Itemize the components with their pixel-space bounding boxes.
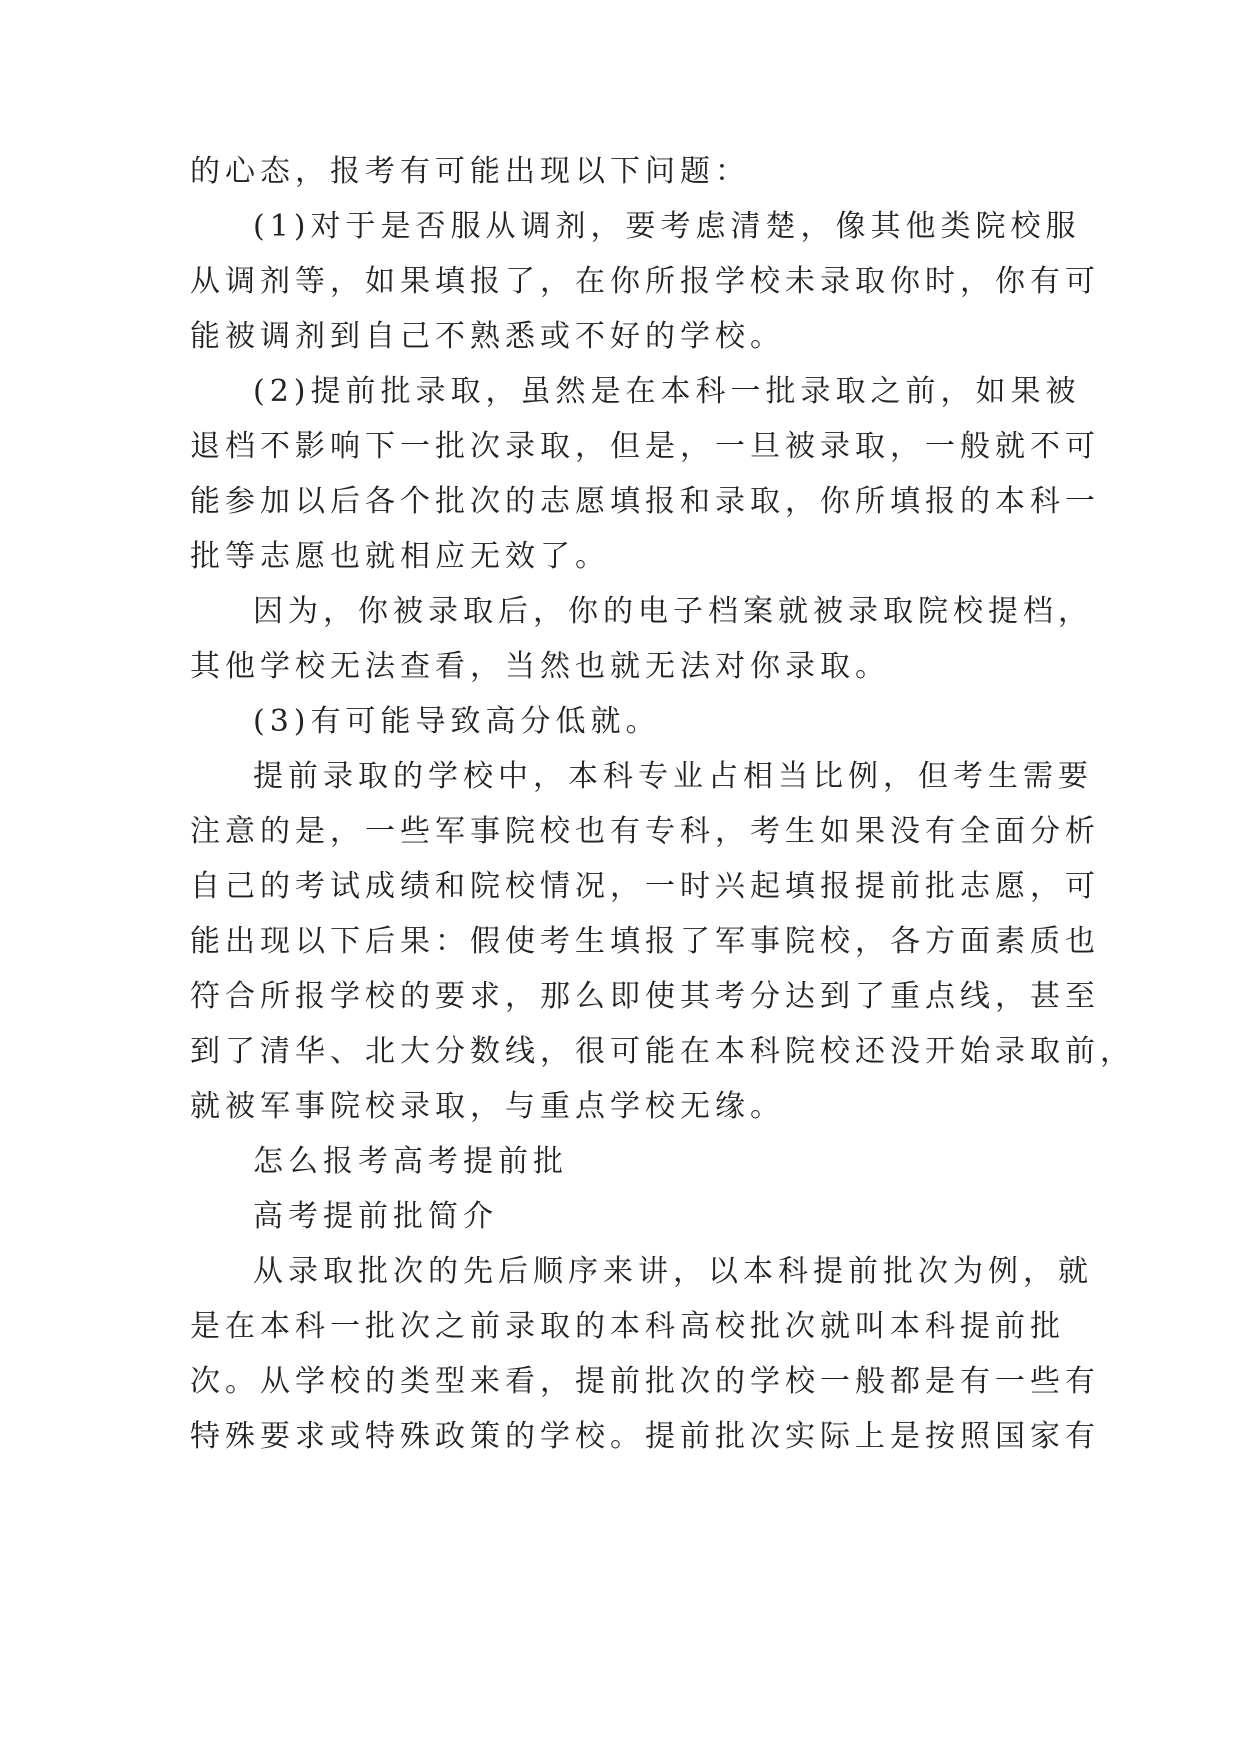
text-line: 次。从学校的类型来看，提前批次的学校一般都是有一些有 (190, 1364, 1100, 1399)
text-line: 特殊要求或特殊政策的学校。提前批次实际上是按照国家有 (190, 1419, 1100, 1454)
text-line: 批等志愿也就相应无效了。 (190, 539, 610, 574)
section-heading: 怎么报考高考提前批 (253, 1144, 568, 1179)
text-line: 因为，你被录取后，你的电子档案就被录取院校提档， (253, 594, 1093, 629)
text-line: 的心态，报考有可能出现以下问题： (190, 154, 750, 189)
text-line: 其他学校无法查看，当然也就无法对你录取。 (190, 649, 890, 684)
section-heading: 高考提前批简介 (253, 1199, 498, 1234)
text-line: 从调剂等，如果填报了，在你所报学校未录取你时，你有可 (190, 264, 1100, 299)
text-line: 到了清华、北大分数线，很可能在本科院校还没开始录取前， (190, 1034, 1135, 1069)
text-line: (3)有可能导致高分低就。 (253, 704, 661, 739)
text-line: 是在本科一批次之前录取的本科高校批次就叫本科提前批 (190, 1309, 1065, 1344)
text-line: 能出现以下后果：假使考生填报了军事院校，各方面素质也 (190, 924, 1100, 959)
text-line: 能被调剂到自己不熟悉或不好的学校。 (190, 319, 785, 354)
text-line: 就被军事院校录取，与重点学校无缘。 (190, 1089, 785, 1124)
text-line: (2)提前批录取，虽然是在本科一批录取之前，如果被 (253, 374, 1081, 409)
text-line: 从录取批次的先后顺序来讲，以本科提前批次为例，就 (253, 1254, 1093, 1289)
text-line: 注意的是，一些军事院校也有专科，考生如果没有全面分析 (190, 814, 1100, 849)
text-line: (1)对于是否服从调剂，要考虑清楚，像其他类院校服 (253, 209, 1081, 244)
text-line: 退档不影响下一批次录取，但是，一旦被录取，一般就不可 (190, 429, 1100, 464)
text-line: 提前录取的学校中，本科专业占相当比例，但考生需要 (253, 759, 1093, 794)
text-line: 符合所报学校的要求，那么即使其考分达到了重点线，甚至 (190, 979, 1100, 1014)
text-line: 自己的考试成绩和院校情况，一时兴起填报提前批志愿，可 (190, 869, 1100, 904)
text-line: 能参加以后各个批次的志愿填报和录取，你所填报的本科一 (190, 484, 1100, 519)
